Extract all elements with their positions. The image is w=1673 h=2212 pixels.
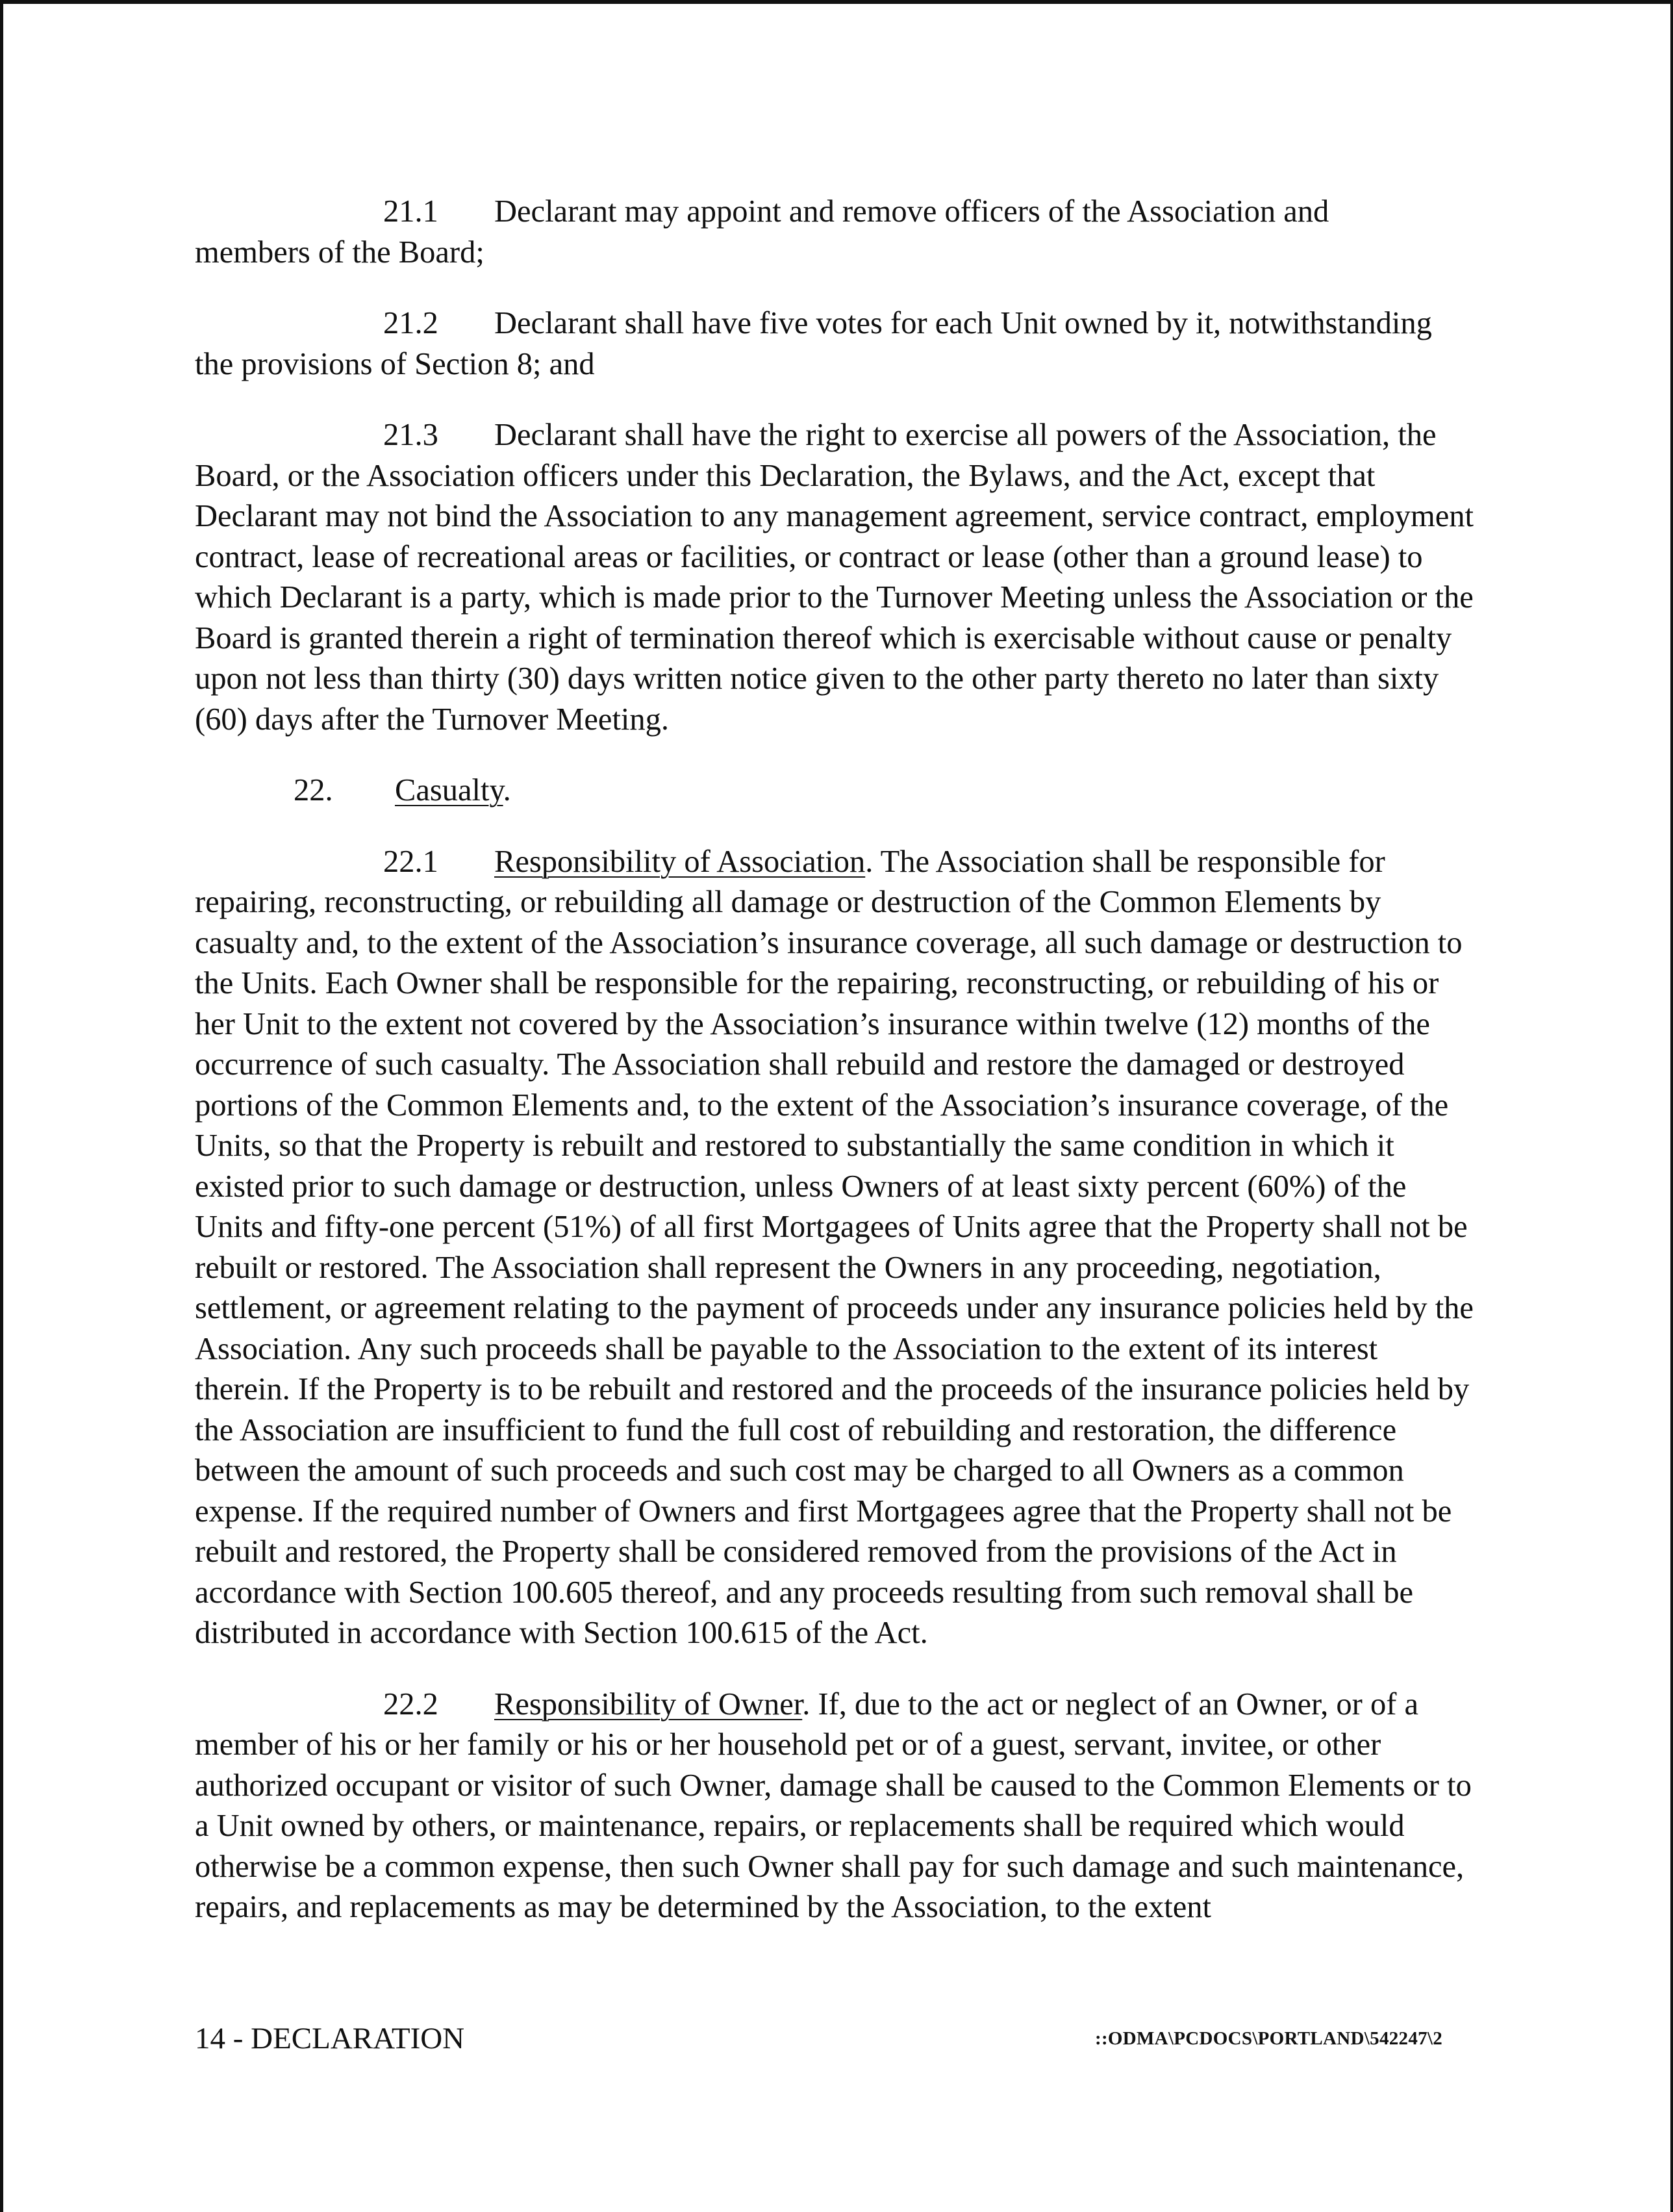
section-text-first: . If, due to the act or neglect of an Owner, or of a xyxy=(802,1686,1419,1722)
section-title: Casualty xyxy=(395,773,503,807)
footer-page-label: 14 - DECLARATION xyxy=(195,2022,465,2055)
scan-border-top xyxy=(0,0,1673,4)
section-text-rest: the provisions of Section 8; and xyxy=(195,346,595,381)
section-22-2 xyxy=(195,1684,1474,1928)
section-number: 21.3 xyxy=(383,418,438,452)
section-title-suffix: . xyxy=(503,773,511,807)
section-22-1 xyxy=(195,842,1474,1654)
document-body xyxy=(195,192,1474,1928)
section-number: 21.1 xyxy=(383,194,438,229)
section-title: Responsibility of Owner xyxy=(494,1686,803,1722)
section-text-first: Declarant may appoint and remove officers of the Association and xyxy=(494,194,1329,229)
section-text-first: . The Association shall be responsible for xyxy=(865,844,1385,879)
section-22-heading xyxy=(195,770,1474,811)
footer-doc-path: ::ODMA\PCDOCS\PORTLAND\542247\2 xyxy=(1095,2028,1443,2049)
section-text-first: Declarant shall have five votes for each Unit owned by it, notwithstanding xyxy=(494,306,1432,340)
section-21-1 xyxy=(195,192,1474,273)
section-text-rest: repairing, reconstructing, or rebuilding all damage or destruction of the Common Elements by casualty and, to the extent of the Association’s insurance coverage, all such damage or destruction to the Units. Each Owner shall be responsible for the repairing, reconstructing, or rebuilding of his or her Unit to the extent not covered by the Association’s insurance within twelve (12) months of the occurrence of such casualty. The Association shall rebuild and restore the damaged or destroyed portions of the Common Elements and, to the extent of the Association’s insurance coverage, of the Units, so that the Property is rebuilt and restored to substantially the same condition in which it existed prior to such damage or destruction, unless Owners of at least sixty percent (60%) of the Units and fifty-one percent (51%) of all first Mortgagees of Units agree that the Property shall not be rebuilt or restored. The Association shall represent the Owners in any proceeding, negotiation, settlement, or agreement relating to the payment of proceeds under any insurance policies held by the Association. Any such proceeds shall be payable to the Association to the extent of its interest therein. If the Property is to be rebuilt and restored and the proceeds of the insurance policies held by the Association are insufficient to fund the full cost of rebuilding and restoration, the difference between the amount of such proceeds and such cost may be charged to all Owners as a common expense. If the required number of Owners and first Mortgagees agree that the Property shall not be rebuilt and restored, the Property shall be considered removed from the provisions of the Act in accordance with Section 100.605 thereof, and any proceeds resulting from such removal shall be distributed in accordance with Section 100.615 of the Act. xyxy=(195,885,1474,1650)
section-number: 21.2 xyxy=(383,306,438,340)
section-text-rest: members of the Board; xyxy=(195,235,484,270)
section-text-rest: Board, or the Association officers under this Declaration, the Bylaws, and the Act, except that Declarant may not bind the Association to any management agreement, service contract, employment contract, lease of recreational areas or facilities, or contract or lease (other than a ground lease) to which Declarant is a party, which is made prior to the Turnover Meeting unless the Association or the Board is granted therein a right of termination thereof which is exercisable without cause or penalty upon not less than thirty (30) days written notice given to the other party thereto no later than sixty (60) days after the Turnover Meeting. xyxy=(195,458,1474,737)
section-title: Responsibility of Association xyxy=(494,844,866,879)
section-number: 22.2 xyxy=(383,1686,438,1722)
section-21-3 xyxy=(195,415,1474,740)
scan-border-left xyxy=(0,0,3,2212)
section-text-rest: member of his or her family or his or her household pet or of a guest, servant, invitee, or other authorized occupant or visitor of such Owner, damage shall be caused to the Common Elements or to a Unit owned by others, or maintenance, repairs, or replacements shall be required which would otherwise be a common expense, then such Owner shall pay for such damage and such maintenance, repairs, and replacements as may be determined by the Association, to the extent xyxy=(195,1727,1472,1924)
section-text-first: Declarant shall have the right to exercise all powers of the Association, the xyxy=(494,418,1437,452)
section-number: 22.1 xyxy=(383,844,438,879)
section-number: 22. xyxy=(294,773,333,807)
section-21-2 xyxy=(195,303,1474,385)
scan-border-right xyxy=(1670,0,1673,2212)
